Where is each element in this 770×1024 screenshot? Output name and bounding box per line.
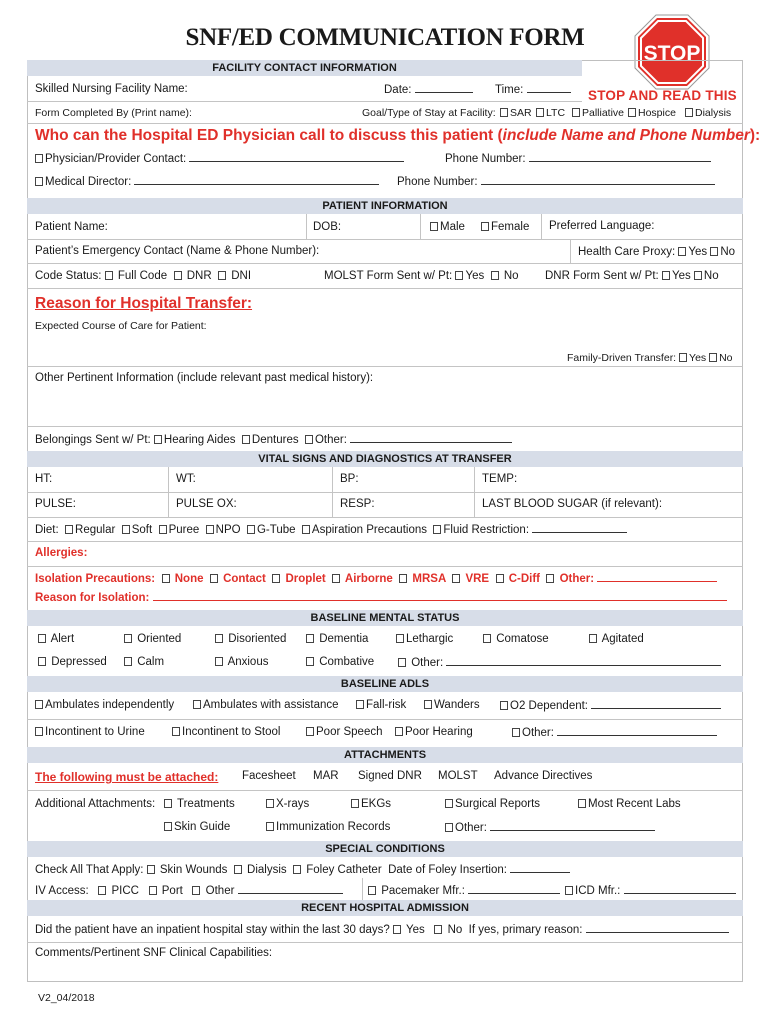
mental-oriented[interactable]: Oriented [124,633,181,645]
physician-contact[interactable]: Physician/Provider Contact: [35,152,404,165]
check-all-row[interactable]: Check All That Apply: Skin Wounds Dialysis Foley Catheter Date of Foley Insertion: [35,863,570,876]
male-option[interactable]: Male [430,221,465,233]
adl-o2-dependent[interactable]: O2 Dependent: [500,699,721,712]
stop-sign-text: STOP [643,42,701,65]
attach-molst: MOLST [438,770,478,782]
mental-dementia[interactable]: Dementia [306,633,368,645]
physician-phone[interactable]: Phone Number: [445,152,711,165]
mental-depressed[interactable]: Depressed [38,656,107,668]
mental-agitated[interactable]: Agitated [589,633,644,645]
attach-xrays[interactable]: X-rays [266,798,309,810]
time-label: Time: [495,84,524,96]
adls-header: BASELINE ADLS [27,676,743,692]
additional-attachments-label: Additional Attachments: [35,798,156,810]
expected-course-label: Expected Course of Care for Patient: [35,320,207,332]
patient-header: PATIENT INFORMATION [27,198,743,214]
facility-header: FACILITY CONTACT INFORMATION [27,60,582,76]
director-phone[interactable]: Phone Number: [397,175,715,188]
adl-ambulates-assistance[interactable]: Ambulates with assistance [193,699,339,711]
adl-ambulates-independently[interactable]: Ambulates independently [35,699,174,711]
pulse-label: PULSE: [35,498,76,510]
temp-label: TEMP: [482,473,518,485]
attach-ekgs[interactable]: EKGs [351,798,391,810]
adl-poor-speech[interactable]: Poor Speech [306,726,383,738]
adl-incontinent-stool[interactable]: Incontinent to Stool [172,726,280,738]
goal-hospice[interactable]: Hospice [628,107,676,119]
goal-ltc[interactable]: LTC [536,107,565,119]
dob-label: DOB: [313,221,342,233]
mental-lethargic[interactable]: Lethargic [396,633,453,645]
attachments-header: ATTACHMENTS [27,747,743,763]
transfer-heading: Reason for Hospital Transfer: [35,295,253,312]
other-info-label: Other Pertinent Information (include relevant past medical history): [35,372,374,384]
attach-mar: MAR [313,770,339,782]
attach-advance-directives: Advance Directives [494,770,593,782]
code-status[interactable]: Code Status: Full Code DNR DNI [35,270,252,282]
goal-palliative[interactable]: Palliative [572,107,624,119]
allergies-label: Allergies: [35,547,88,559]
date-label: Date: [384,84,412,96]
goal-sar[interactable]: SAR [500,107,532,119]
attach-surgical-reports[interactable]: Surgical Reports [445,798,540,810]
date-field[interactable] [384,83,473,96]
family-driven-transfer[interactable]: Family-Driven Transfer: Yes No [567,352,733,364]
mental-other[interactable]: Other: [398,656,721,669]
mental-comatose[interactable]: Comatose [483,633,549,645]
goal-type-label: Goal/Type of Stay at Facility: [362,107,496,119]
female-option[interactable]: Female [481,221,529,233]
isolation-row[interactable]: Isolation Precautions: None Contact Droplet Airborne MRSA VRE C-Diff Other: [35,572,717,585]
pulse-ox-label: PULSE OX: [176,498,237,510]
comments-label: Comments/Pertinent SNF Clinical Capabilities: [35,947,273,959]
stop-caption: STOP AND READ THIS [588,88,737,103]
pacemaker-field[interactable]: Pacemaker Mfr.: [368,884,560,897]
attach-signed-dnr: Signed DNR [358,770,422,782]
emergency-contact-label: Patient’s Emergency Contact (Name & Phone Number): [35,245,320,257]
dnr-form-sent[interactable]: DNR Form Sent w/ Pt: Yes No [545,270,719,282]
ht-label: HT: [35,473,53,485]
health-care-proxy[interactable]: Health Care Proxy: Yes No [578,246,736,258]
mental-combative[interactable]: Combative [306,656,374,668]
icd-field[interactable]: ICD Mfr.: [565,884,736,897]
adl-wanders[interactable]: Wanders [424,699,480,711]
resp-label: RESP: [340,498,375,510]
attach-treatments[interactable]: Treatments [164,798,235,810]
molst-sent[interactable]: MOLST Form Sent w/ Pt: Yes No [324,270,519,282]
goal-dialysis[interactable]: Dialysis [685,107,731,119]
must-attach-label: The following must be attached: [35,770,219,784]
adl-poor-hearing[interactable]: Poor Hearing [395,726,473,738]
completed-by-label: Form Completed By (Print name): [35,107,192,119]
who-call-heading: Who can the Hospital ED Physician call to discuss this patient (include Name and Phone Number): [35,127,761,144]
attach-recent-labs[interactable]: Most Recent Labs [578,798,681,810]
vitals-header: VITAL SIGNS AND DIAGNOSTICS AT TRANSFER [27,451,743,467]
mental-alert[interactable]: Alert [38,633,74,645]
isolation-reason[interactable]: Reason for Isolation: [35,591,727,604]
wt-label: WT: [176,473,196,485]
adl-fall-risk[interactable]: Fall-risk [356,699,406,711]
patient-name-label: Patient Name: [35,221,108,233]
attach-skin-guide[interactable]: Skin Guide [164,821,230,833]
form-title: SNF/ED COMMUNICATION FORM [185,24,585,51]
belongings-sent[interactable]: Belongings Sent w/ Pt: Hearing Aides Dentures Other: [35,433,512,446]
blood-sugar-label: LAST BLOOD SUGAR (if relevant): [482,498,663,510]
diet-row[interactable]: Diet: Regular Soft Puree NPO G-Tube Aspiration Precautions Fluid Restriction: [35,523,627,536]
mental-calm[interactable]: Calm [124,656,164,668]
bp-label: BP: [340,473,359,485]
attach-other[interactable]: Other: [445,821,655,834]
snf-name-label: Skilled Nursing Facility Name: [35,83,188,95]
mental-disoriented[interactable]: Disoriented [215,633,286,645]
adl-other[interactable]: Other: [512,726,717,739]
language-label: Preferred Language: [549,220,655,232]
medical-director[interactable]: Medical Director: [35,175,379,188]
mental-anxious[interactable]: Anxious [215,656,268,668]
attach-facesheet: Facesheet [242,770,296,782]
iv-access-row[interactable]: IV Access: PICC Port Other [35,884,343,897]
time-field[interactable] [495,83,571,96]
adl-incontinent-urine[interactable]: Incontinent to Urine [35,726,145,738]
version-footer: V2_04/2018 [38,992,95,1004]
mental-header: BASELINE MENTAL STATUS [27,610,743,626]
recent-header: RECENT HOSPITAL ADMISSION [27,900,743,916]
special-header: SPECIAL CONDITIONS [27,841,743,857]
attach-immunization[interactable]: Immunization Records [266,821,390,833]
recent-stay-question[interactable]: Did the patient have an inpatient hospital stay within the last 30 days? Yes No If yes, primary reason: [35,923,729,936]
